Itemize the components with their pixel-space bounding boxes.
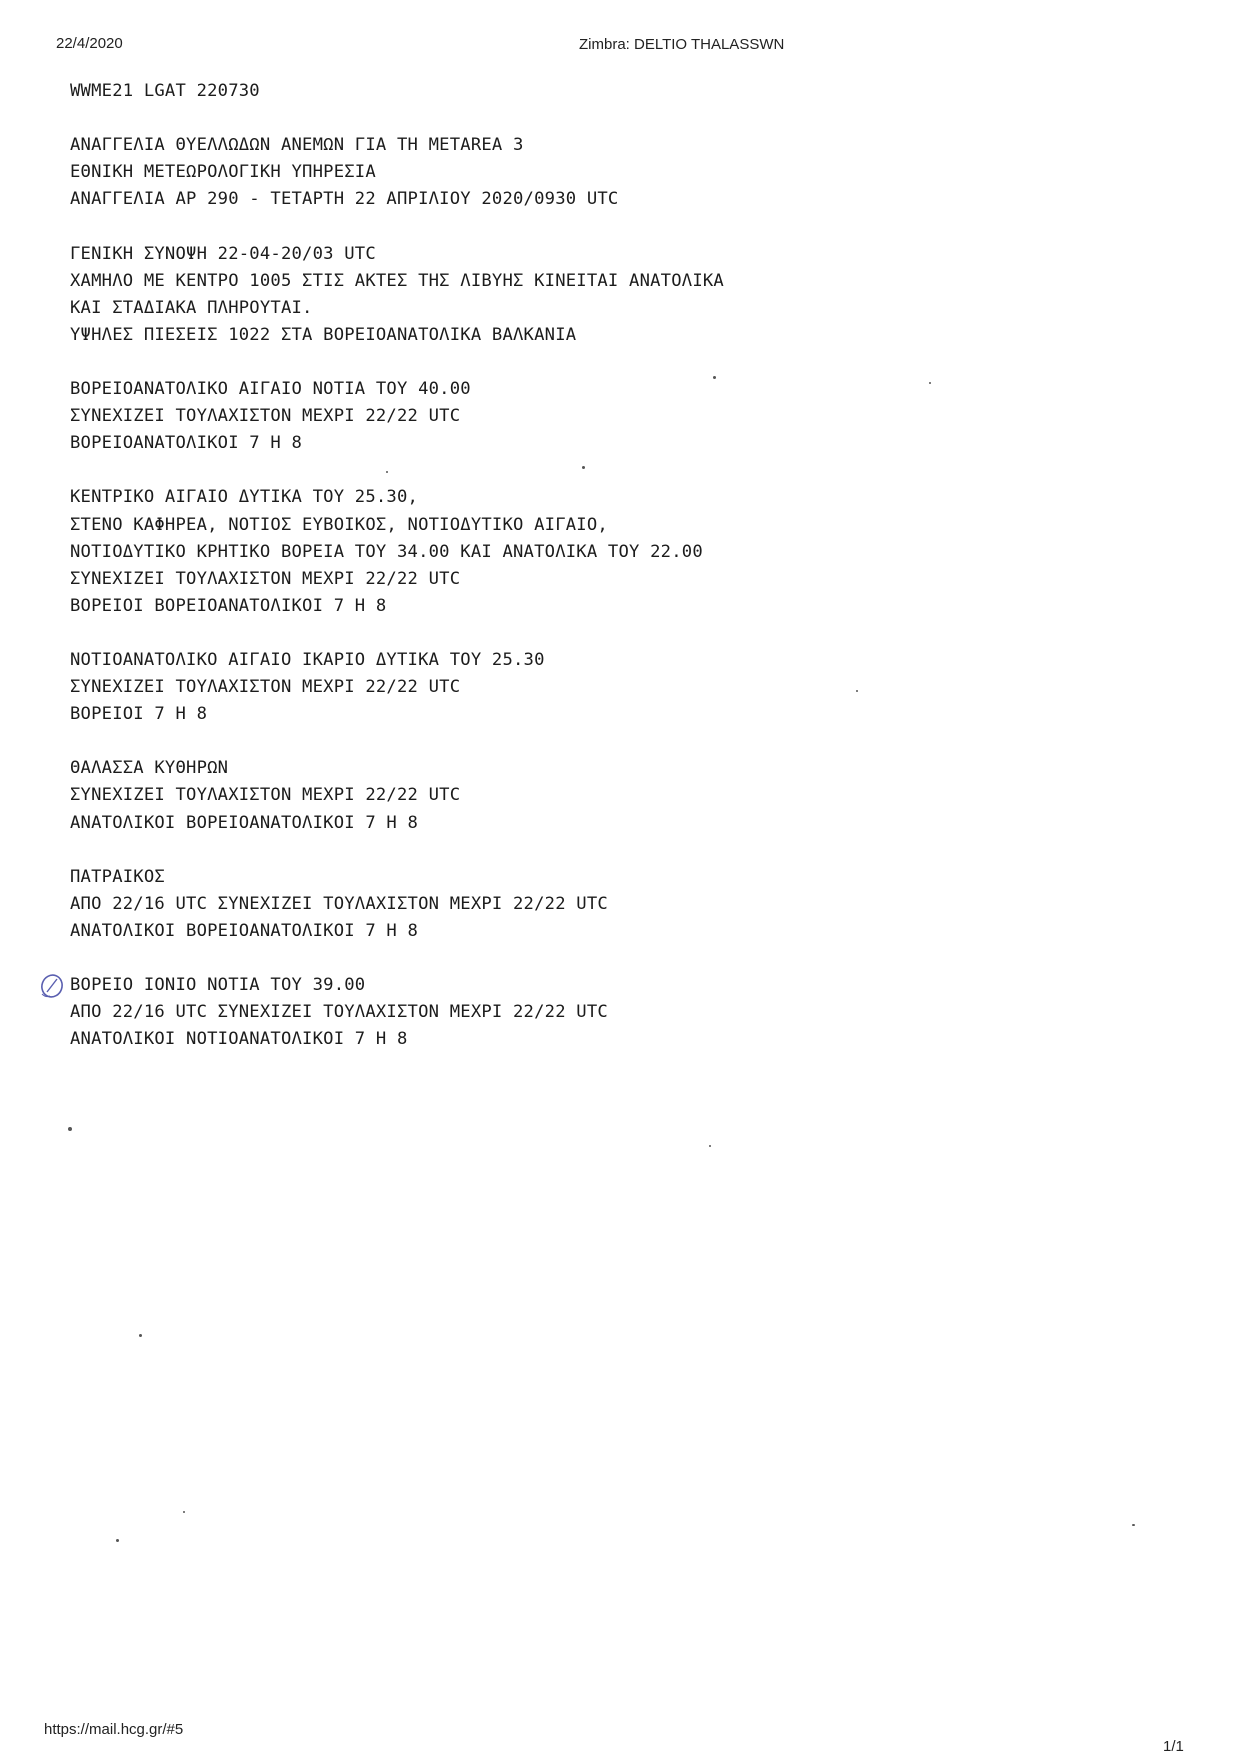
area-line: ΒΟΡΕΙΟΙ 7 Η 8	[70, 704, 208, 725]
scan-speck	[709, 1145, 711, 1147]
area-line: ΣΥΝΕΧΙΖΕΙ ΤΟΥΛΑΧΙΣΤΟΝ ΜΕΧΡΙ 22/22 UTC	[70, 406, 461, 427]
area-line: ΑΠΟ 22/16 UTC ΣΥΝΕΧΙΖΕΙ ΤΟΥΛΑΧΙΣΤΟΝ ΜΕΧΡΙ 22/22 UTC	[70, 893, 608, 914]
area-line: ΠΑΤΡΑΙΚΟΣ	[70, 866, 165, 887]
bulletin-code: WWME21 LGAT 220730	[70, 81, 260, 101]
pen-circle-mark	[38, 972, 66, 1002]
area-line: ΒΟΡΕΙΟΑΝΑΤΟΛΙΚΟΙ 7 Η 8	[70, 433, 303, 454]
area-line: ΑΝΑΤΟΛΙΚΟΙ ΒΟΡΕΙΟΑΝΑΤΟΛΙΚΟΙ 7 Η 8	[70, 812, 419, 833]
synopsis-line: ΚΑΙ ΣΤΑΔΙΑΚΑ ΠΛΗΡΟΥΤΑΙ.	[70, 297, 313, 318]
area-line: ΚΕΝΤΡΙΚΟ ΑΙΓΑΙΟ ΔΥΤΙΚΑ ΤΟΥ 25.30,	[70, 487, 419, 508]
synopsis-line: ΓΕΝΙΚΗ ΣΥΝΟΨΗ 22-04-20/03 UTC	[70, 243, 376, 264]
area-line: ΑΠΟ 22/16 UTC ΣΥΝΕΧΙΖΕΙ ΤΟΥΛΑΧΙΣΤΟΝ ΜΕΧΡΙ 22/22 UTC	[70, 1002, 608, 1023]
intro-line: ΑΝΑΓΓΕΛΙΑ ΑΡ 290 - ΤΕΤΑΡΤΗ 22 ΑΠΡΙΛΙΟΥ 2020/0930 UTC	[70, 189, 619, 210]
area-line: ΣΥΝΕΧΙΖΕΙ ΤΟΥΛΑΧΙΣΤΟΝ ΜΕΧΡΙ 22/22 UTC	[70, 568, 461, 589]
area-line: ΒΟΡΕΙΟΑΝΑΤΟΛΙΚΟ ΑΙΓΑΙΟ ΝΟΤΙΑ ΤΟΥ 40.00	[70, 379, 471, 400]
print-date: 22/4/2020	[56, 35, 123, 52]
scan-speck	[1132, 1524, 1135, 1526]
area-line: ΣΥΝΕΧΙΖΕΙ ΤΟΥΛΑΧΙΣΤΟΝ ΜΕΧΡΙ 22/22 UTC	[70, 785, 461, 806]
scan-speck	[68, 1127, 72, 1131]
intro-line: ΑΝΑΓΓΕΛΙΑ ΘΥΕΛΛΩΔΩΝ ΑΝΕΜΩΝ ΓΙΑ ΤΗ METAREA 3	[70, 135, 524, 156]
scan-speck	[929, 382, 931, 384]
intro-line: ΕΘΝΙΚΗ ΜΕΤΕΩΡΟΛΟΓΙΚΗ ΥΠΗΡΕΣΙΑ	[70, 162, 376, 183]
print-title: Zimbra: DELTIO THALASSWN	[579, 36, 785, 53]
area-line: ΣΤΕΝΟ ΚΑΦΗΡΕΑ, ΝΟΤΙΟΣ ΕΥΒΟΙΚΟΣ, ΝΟΤΙΟΔΥΤΙΚΟ ΑΙΓΑΙΟ,	[70, 514, 608, 535]
bulletin-body	[70, 78, 724, 1053]
area-line: ΒΟΡΕΙΟΙ ΒΟΡΕΙΟΑΝΑΤΟΛΙΚΟΙ 7 Η 8	[70, 595, 387, 616]
area-line: ΑΝΑΤΟΛΙΚΟΙ ΒΟΡΕΙΟΑΝΑΤΟΛΙΚΟΙ 7 Η 8	[70, 920, 419, 941]
footer-page-number: 1/1	[1163, 1738, 1184, 1755]
scan-speck	[116, 1539, 119, 1542]
scan-speck	[582, 466, 585, 469]
synopsis-line: ΧΑΜΗΛΟ ΜΕ ΚΕΝΤΡΟ 1005 ΣΤΙΣ ΑΚΤΕΣ ΤΗΣ ΛΙΒΥΗΣ ΚΙΝΕΙΤΑΙ ΑΝΑΤΟΛΙΚΑ	[70, 270, 724, 291]
scan-speck	[183, 1511, 185, 1513]
area-line: ΑΝΑΤΟΛΙΚΟΙ ΝΟΤΙΟΑΝΑΤΟΛΙΚΟΙ 7 Η 8	[70, 1029, 408, 1050]
synopsis-line: ΥΨΗΛΕΣ ΠΙΕΣΕΙΣ 1022 ΣΤΑ ΒΟΡΕΙΟΑΝΑΤΟΛΙΚΑ ΒΑΛΚΑΝΙΑ	[70, 324, 577, 345]
scan-speck	[139, 1334, 142, 1337]
area-line: ΝΟΤΙΟΔΥΤΙΚΟ ΚΡΗΤΙΚΟ ΒΟΡΕΙΑ ΤΟΥ 34.00 ΚΑΙ ΑΝΑΤΟΛΙΚΑ ΤΟΥ 22.00	[70, 541, 703, 562]
scan-speck	[856, 690, 858, 692]
area-line: ΘΑΛΑΣΣΑ ΚΥΘΗΡΩΝ	[70, 758, 229, 779]
scan-speck	[386, 471, 388, 473]
area-line: ΒΟΡΕΙΟ ΙΟΝΙΟ ΝΟΤΙΑ ΤΟΥ 39.00	[70, 975, 366, 996]
scan-speck	[713, 376, 716, 379]
area-line: ΣΥΝΕΧΙΖΕΙ ΤΟΥΛΑΧΙΣΤΟΝ ΜΕΧΡΙ 22/22 UTC	[70, 677, 461, 698]
footer-url: https://mail.hcg.gr/#5	[44, 1721, 184, 1738]
area-line: ΝΟΤΙΟΑΝΑΤΟΛΙΚΟ ΑΙΓΑΙΟ ΙΚΑΡΙΟ ΔΥΤΙΚΑ ΤΟΥ 25.30	[70, 649, 545, 670]
